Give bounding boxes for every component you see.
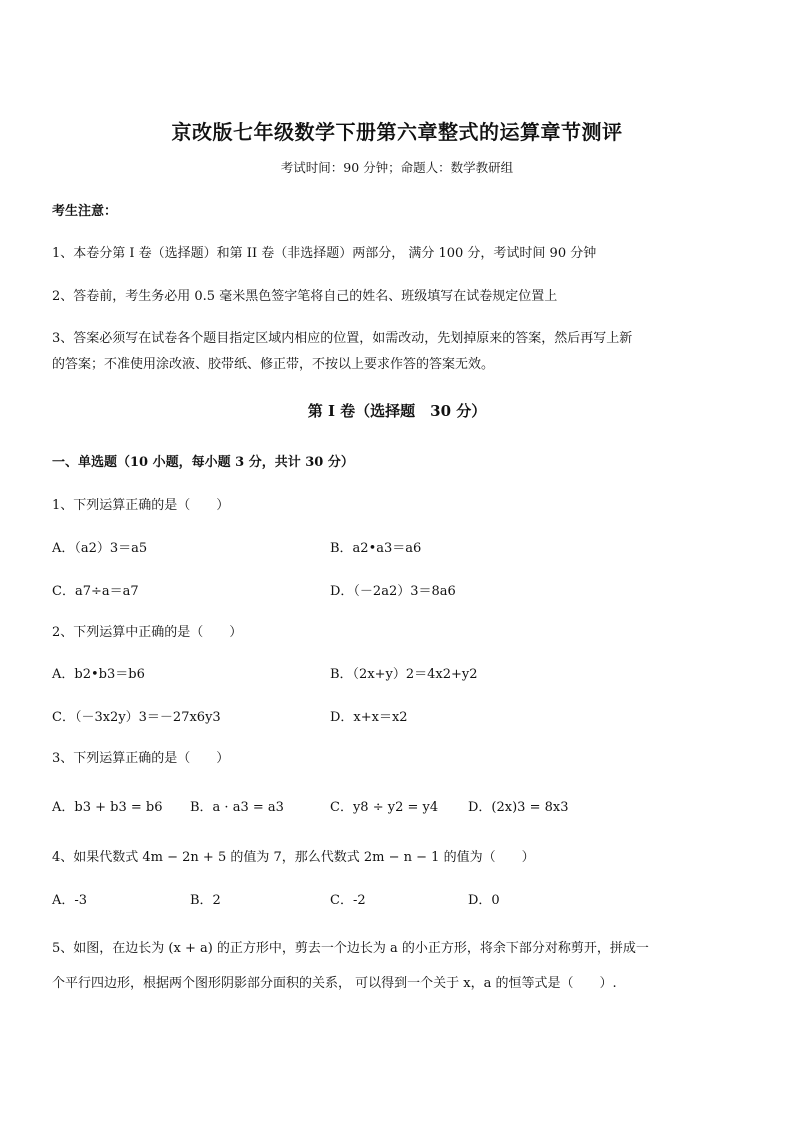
- question-4-option-b: B．2: [190, 893, 221, 908]
- question-3-option-c: C．y8 ÷ y2 = y4: [330, 800, 439, 815]
- question-1-option-d: D．（－2a2）3＝8a6: [330, 584, 456, 599]
- question-3-option-b: B．a · a3 = a3: [190, 800, 284, 815]
- question-3-stem: 3、下列运算正确的是（ ）: [52, 751, 230, 766]
- question-1-stem: 1、下列运算正确的是（ ）: [52, 498, 230, 513]
- question-1-option-b: B．a2•a3＝a6: [330, 541, 422, 556]
- notice-item-3-cont: 的答案；不准使用涂改液、胶带纸、修正带，不按以上要求作答的答案无效。: [52, 357, 495, 372]
- question-1-option-c: C．a7÷a＝a7: [52, 584, 139, 599]
- question-3-option-a: A．b3 + b3 = b6: [52, 800, 163, 815]
- question-3-option-d: D．(2x)3 = 8x3: [468, 800, 569, 815]
- question-4-option-a: A．-3: [52, 893, 88, 908]
- section-title: 第 I 卷（选择题 30 分）: [307, 402, 487, 420]
- question-2-option-d: D．x+x＝x2: [330, 710, 408, 725]
- question-4-stem: 4、如果代数式 4m − 2n + 5 的值为 7，那么代数式 2m − n − 1 的值为（ ）: [52, 850, 535, 865]
- notice-item-1: 1、本卷分第 I 卷（选择题）和第 II 卷（非选择题）两部分， 满分 100 分，考试时间 90 分钟: [52, 246, 597, 261]
- part-title: 一、单选题（10 小题，每小题 3 分，共计 30 分）: [52, 455, 354, 470]
- question-2-option-a: A．b2•b3＝b6: [52, 667, 145, 682]
- notice-heading: 考生注意：: [52, 204, 118, 219]
- notice-item-3: 3、答案必须写在试卷各个题目指定区域内相应的位置，如需改动，先划掉原来的答案，然后再写上新: [52, 331, 633, 346]
- question-2-option-b: B．（2x+y）2＝4x2+y2: [330, 667, 478, 682]
- question-4-option-c: C．-2: [330, 893, 366, 908]
- page-title: 京改版七年级数学下册第六章整式的运算章节测评: [171, 120, 623, 144]
- question-5-stem-line-2: 个平行四边形，根据两个图形阴影部分面积的关系， 可以得到一个关于 x，a 的恒等式是（ ）.: [52, 976, 617, 991]
- exam-info: 考试时间：90 分钟；命题人：数学教研组: [280, 160, 514, 175]
- question-2-stem: 2、下列运算中正确的是（ ）: [52, 625, 243, 640]
- question-5-stem-line-1: 5、如图，在边长为 (x + a) 的正方形中，剪去一个边长为 a 的小正方形，将余下部分对称剪开，拼成一: [52, 941, 649, 956]
- question-1-option-a: A．（a2）3＝a5: [52, 541, 148, 556]
- notice-item-2: 2、答卷前，考生务必用 0.5 毫米黑色签字笔将自己的姓名、班级填写在试卷规定位置上: [52, 289, 558, 304]
- question-4-option-d: D．0: [468, 893, 500, 908]
- question-2-option-c: C．（－3x2y）3＝－27x6y3: [52, 710, 221, 725]
